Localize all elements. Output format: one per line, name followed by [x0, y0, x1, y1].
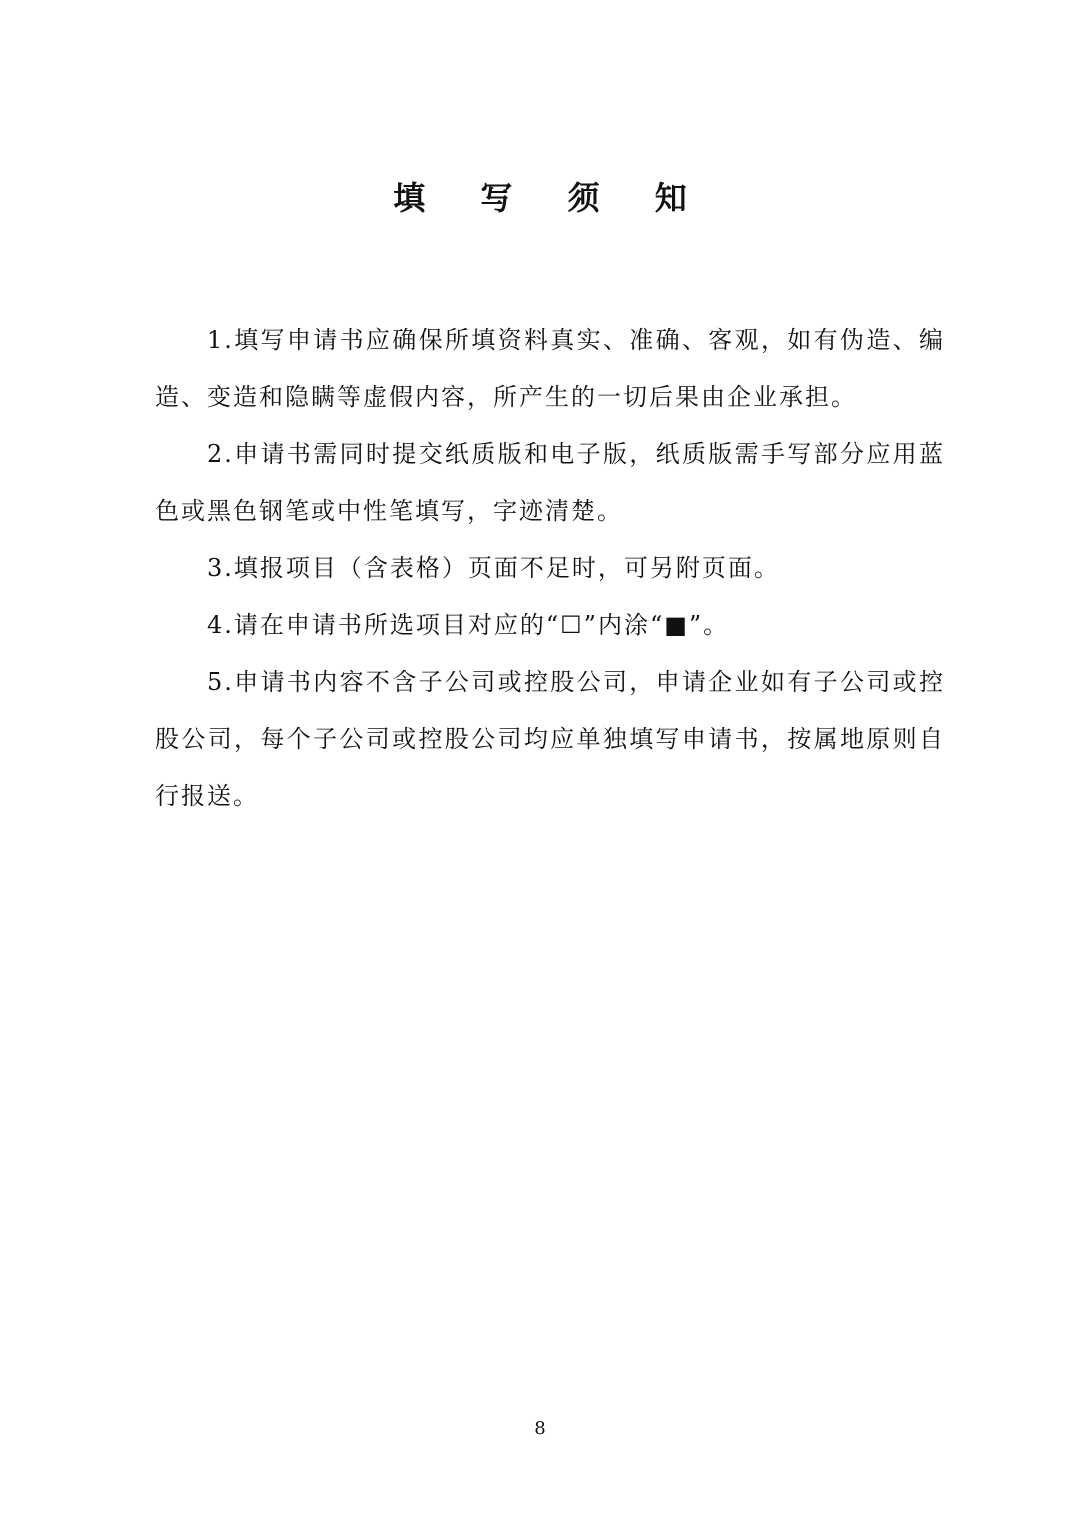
- instruction-item-2: 2.申请书需同时提交纸质版和电子版，纸质版需手写部分应用蓝色或黑色钢笔或中性笔填写，字迹清楚。: [155, 440, 945, 525]
- instructions-body: [155, 312, 945, 825]
- page-number: 8: [534, 1418, 546, 1439]
- instruction-item-1: 1.填写申请书应确保所填资料真实、准确、客观，如有伪造、编造、变造和隐瞒等虚假内容，所产生的一切后果由企业承担。: [155, 326, 945, 411]
- instruction-item-3: 3.填报项目（含表格）页面不足时，可另附页面。: [207, 554, 780, 582]
- page-title: 填 写 须 知: [393, 179, 709, 217]
- instruction-item-5: 5.申请书内容不含子公司或控股公司，申请企业如有子公司或控股公司，每个子公司或控股公司均应单独填写申请书，按属地原则自行报送。: [155, 668, 945, 810]
- instruction-item-4: 4.请在申请书所选项目对应的“☐”内涂“■”。: [207, 611, 730, 639]
